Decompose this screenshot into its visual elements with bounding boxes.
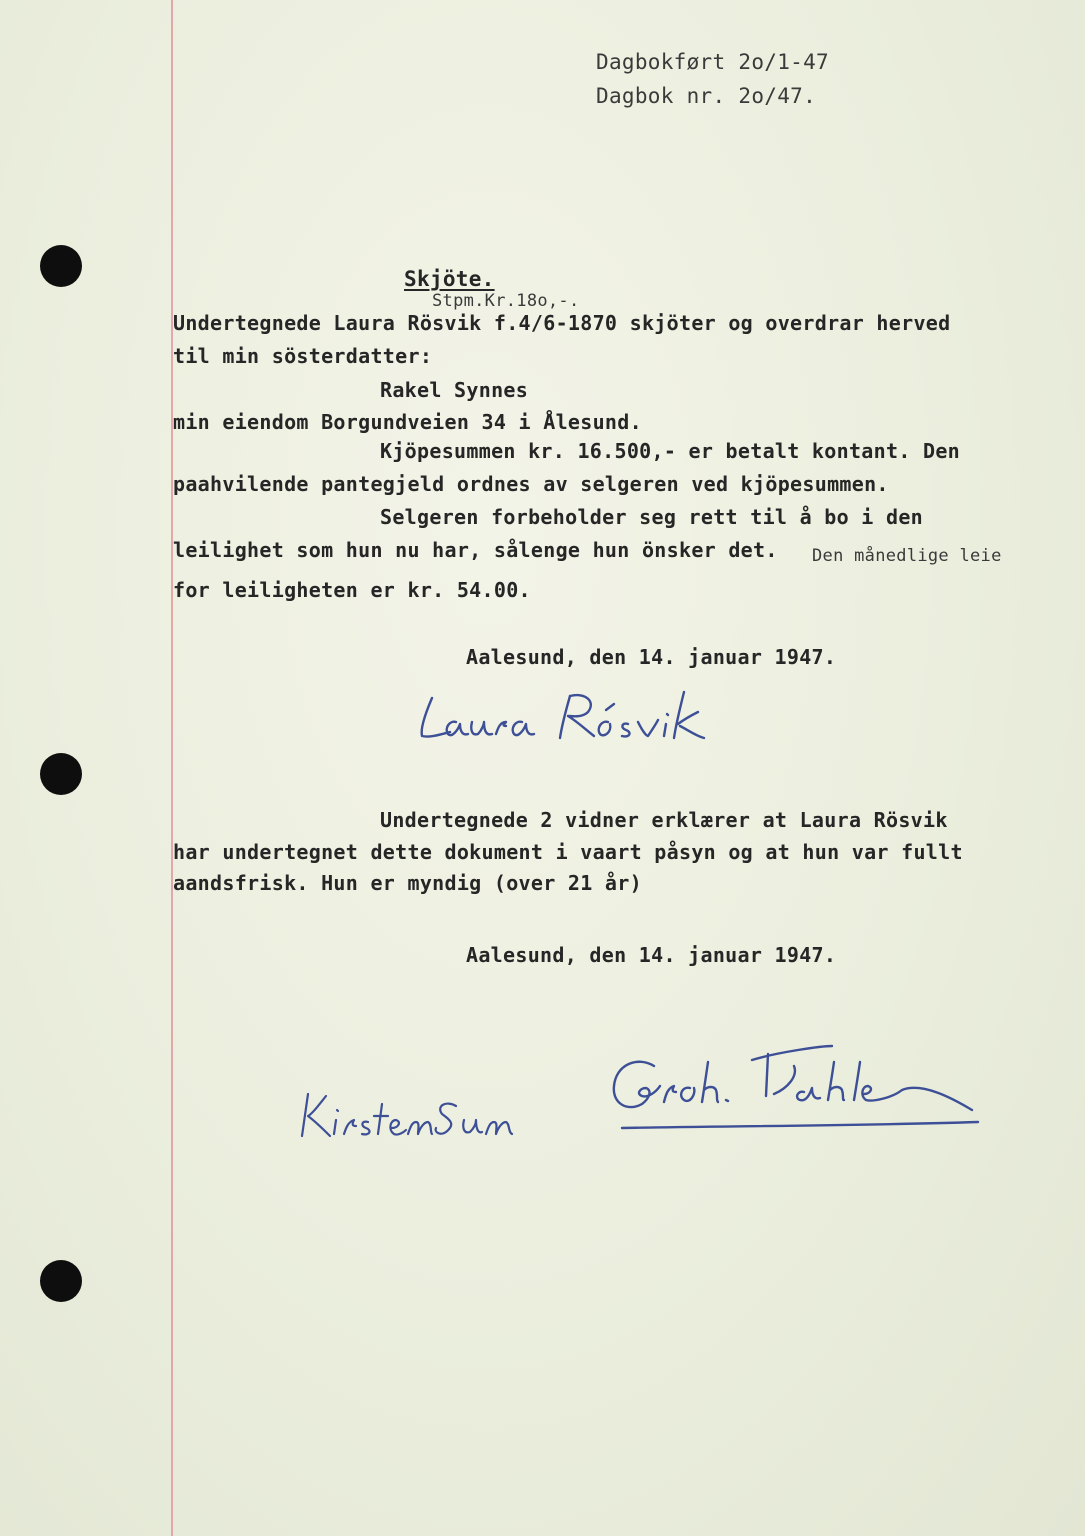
date-line-2: Aalesund, den 14. januar 1947. — [466, 943, 837, 967]
witness-line-1: Undertegnede 2 vidner erklærer at Laura Rösvik — [380, 808, 948, 832]
body-line-8: leilighet som hun nu har, sålenge hun önsker det. — [173, 538, 778, 562]
body-line-2: til min sösterdatter: — [173, 344, 433, 368]
body-line-1: Undertegnede Laura Rösvik f.4/6-1870 skjöter og overdrar herved — [173, 311, 951, 335]
stamp-duty: Stpm.Kr.18o,-. — [432, 291, 580, 311]
document-title: Skjöte. — [404, 267, 495, 291]
body-line-5: Kjöpesummen kr. 16.500,- er betalt kontant. Den — [380, 439, 961, 463]
body-line-6: paahvilende pantegjeld ordnes av selgeren ved kjöpesummen. — [173, 472, 889, 496]
body-line-4: min eiendom Borgundveien 34 i Ålesund. — [173, 410, 642, 434]
witness-1-signature — [296, 1086, 526, 1146]
body-line-8-continuation: Den månedlige leie — [812, 546, 1002, 566]
punch-hole-middle — [40, 753, 82, 795]
seller-signature — [410, 684, 750, 754]
witness-line-3: aandsfrisk. Hun er myndig (over 21 år) — [173, 871, 642, 895]
body-line-7: Selgeren forbeholder seg rett til å bo i den — [380, 505, 924, 529]
punch-hole-top — [40, 245, 82, 287]
date-line-1: Aalesund, den 14. januar 1947. — [466, 645, 837, 669]
dagbok-entry-line: Dagbokført 2o/1-47 — [596, 50, 829, 74]
punch-hole-bottom — [40, 1260, 82, 1302]
witness-2-signature — [602, 1042, 982, 1142]
red-margin-line — [171, 0, 173, 1536]
dagbok-number-line: Dagbok nr. 2o/47. — [596, 84, 817, 108]
witness-line-2: har undertegnet dette dokument i vaart påsyn og at hun var fullt — [173, 840, 963, 864]
body-line-9: for leiligheten er kr. 54.00. — [173, 578, 531, 602]
buyer-name: Rakel Synnes — [380, 378, 529, 402]
